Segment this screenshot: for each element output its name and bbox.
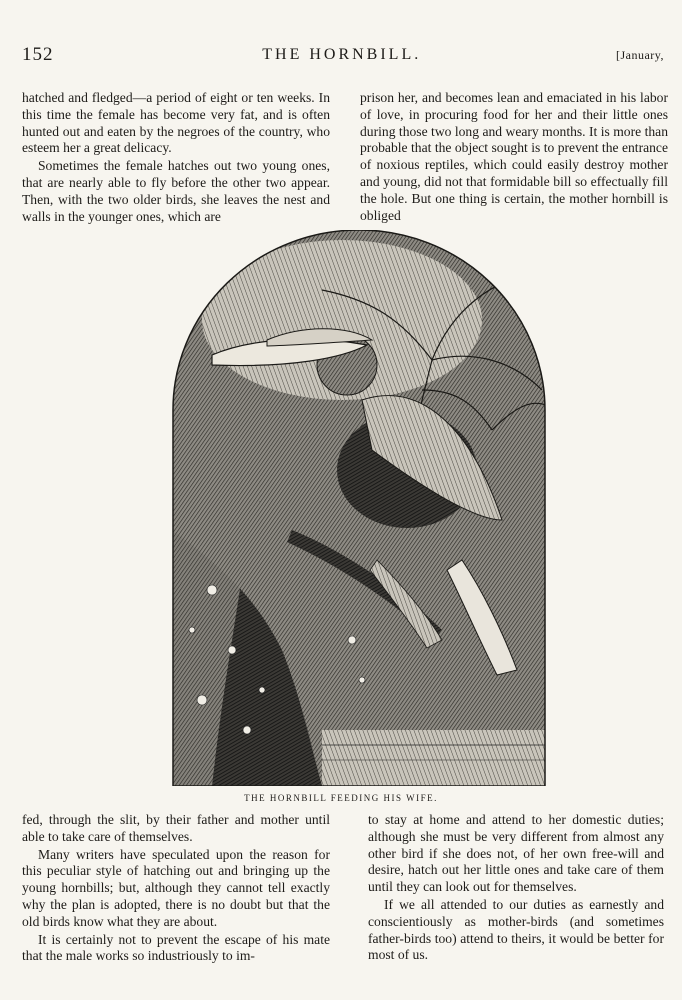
paragraph: prison her, and becomes lean and emaciated in his labor of love, in procuring food for her and their little ones during those two long and weary months. It is more than probable that the object sought is to prevent the entrance of noxious reptiles, which could easily destroy mother and young, did not that formidable bill so effectually fill the hole. But one thing is certain, the mother hornbill is obliged [360, 90, 668, 223]
column-top-right [360, 90, 668, 224]
paragraph: Sometimes the female hatches out two young ones, that are nearly able to fly before the other two appear. Then, with the two older birds, she leaves the nest and walls in the younger ones, which are [22, 158, 330, 224]
page-header [22, 40, 664, 70]
hornbill-engraving [172, 230, 546, 786]
paragraph: hatched and fledged—a period of eight or ten weeks. In this time the female has become very fat, and is often hunted out and eaten by the negroes of the country, who esteem her a great delicacy. [22, 90, 330, 156]
paragraph: It is certainly not to prevent the escape of his mate that the male works so industriously to im- [22, 931, 330, 964]
paragraph: Many writers have speculated upon the reason for this peculiar style of hatching out and bringing up the young hornbills; but, although they cannot tell exactly why the plan is adopted, there is no doubt but that the old birds know what they are about. [22, 846, 330, 929]
page-number: 152 [22, 44, 54, 65]
column-bottom-left [22, 812, 330, 965]
column-bottom-right [368, 812, 664, 964]
running-month: [January, [615, 47, 664, 62]
figure-caption: THE HORNBILL FEEDING HIS WIFE. [244, 793, 438, 803]
paragraph: fed, through the slit, by their father and mother until able to take care of themselves. [22, 812, 330, 844]
paragraph: If we all attended to our duties as earnestly and conscientiously as mother-birds (and sometimes father-birds too) attend to theirs, it would be better for most of us. [368, 896, 664, 963]
paragraph: to stay at home and attend to her domestic duties; although she must be very different from almost any other bird if she does not, of her own free-will and desire, hatch out her little ones and take care of them until they can look out for themselves. [368, 812, 664, 895]
column-top-left [22, 90, 330, 225]
running-title: THE HORNBILL. [262, 46, 422, 63]
